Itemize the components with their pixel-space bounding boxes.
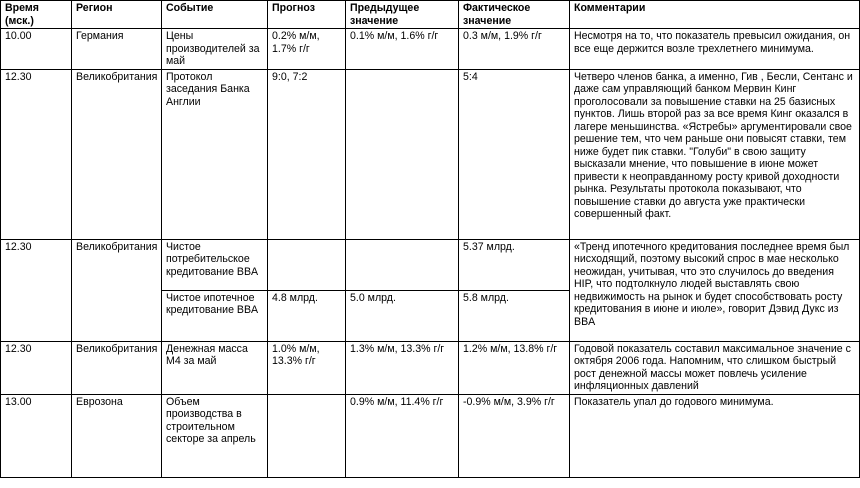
cell-actual: 5.37 млрд. (459, 239, 570, 290)
table-row (1, 69, 860, 239)
cell-comment: Годовой показатель составил максимальное значение с октября 2006 года. Напомним, что слишком быстрый рост денежной массы может повлечь усиление инфляционных давлений (570, 341, 860, 394)
header-previous: Предыдущее значение (346, 1, 459, 29)
cell-forecast (268, 239, 346, 290)
cell-previous: 1.3% м/м, 13.3% г/г (346, 341, 459, 394)
cell-forecast: 4.8 млрд. (268, 290, 346, 341)
cell-previous: 5.0 млрд. (346, 290, 459, 341)
cell-actual: 0.3 м/м, 1.9% г/г (459, 29, 570, 70)
cell-event: Чистое ипотечное кредитование BBA (162, 290, 268, 341)
cell-comment: Несмотря на то, что показатель превысил ожидания, он все еще держится возле трехлетнего минимума. (570, 29, 860, 70)
table-row (1, 29, 860, 70)
cell-time: 12.30 (1, 239, 72, 341)
cell-time: 10.00 (1, 29, 72, 70)
header-forecast: Прогноз (268, 1, 346, 29)
cell-event: Объем производства в строительном секторе за апрель (162, 394, 268, 477)
cell-previous (346, 69, 459, 239)
cell-time: 13.00 (1, 394, 72, 477)
table-row (1, 394, 860, 477)
header-event: Событие (162, 1, 268, 29)
table-row (1, 341, 860, 394)
cell-region: Великобритания (72, 341, 162, 394)
cell-actual: -0.9% м/м, 3.9% г/г (459, 394, 570, 477)
cell-event: Протокол заседания Банка Англии (162, 69, 268, 239)
cell-forecast: 1.0% м/м, 13.3% г/г (268, 341, 346, 394)
cell-region: Великобритания (72, 69, 162, 239)
table-row (1, 239, 860, 290)
cell-region: Еврозона (72, 394, 162, 477)
header-time: Время (мск.) (1, 1, 72, 29)
cell-actual: 5:4 (459, 69, 570, 239)
header-region: Регион (72, 1, 162, 29)
cell-region: Великобритания (72, 239, 162, 341)
header-actual: Фактическое значение (459, 1, 570, 29)
cell-previous: 0.9% м/м, 11.4% г/г (346, 394, 459, 477)
cell-forecast: 0.2% м/м, 1.7% г/г (268, 29, 346, 70)
header-row (1, 1, 860, 29)
cell-time: 12.30 (1, 69, 72, 239)
header-comments: Комментарии (570, 1, 860, 29)
cell-event: Цены производителей за май (162, 29, 268, 70)
cell-forecast: 9:0, 7:2 (268, 69, 346, 239)
cell-actual: 1.2% м/м, 13.8% г/г (459, 341, 570, 394)
cell-actual: 5.8 млрд. (459, 290, 570, 341)
cell-forecast (268, 394, 346, 477)
cell-comment: «Тренд ипотечного кредитования последнее время был нисходящий, поэтому высокий спрос в мае несколько неожидан, учитывая, что это случилось до введения HIP, что подтолкнуло людей выставлять свою недвижимость на рынок и будет способствовать росту кредитования в июне и июле», говорит Дэвид Дукс из BBA (570, 239, 860, 341)
cell-event: Чистое потребительское кредитование BBA (162, 239, 268, 290)
cell-time: 12.30 (1, 341, 72, 394)
cell-event: Денежная масса M4 за май (162, 341, 268, 394)
cell-comment: Четверо членов банка, а именно, Гив , Бесли, Сентанс и даже сам управляющий банком Мервин Кинг проголосовали за повышение ставки на 25 базисных пунктов. Лишь второй раз за все время Кинг оказался в лагере меньшинства. «Ястребы» аргументировали свое решение тем, что чем раньше они повысят ставки, тем ниже будет пик ставки. "Голуби" в свою защиту высказали мнение, что повышение в июне может привести к неоправданному росту кривой доходности рынка. Результаты протокола показывают, что повышение ставки до августа уже практически совершенный факт. (570, 69, 860, 239)
cell-previous: 0.1% м/м, 1.6% г/г (346, 29, 459, 70)
cell-previous (346, 239, 459, 290)
cell-region: Германия (72, 29, 162, 70)
cell-comment: Показатель упал до годового минимума. (570, 394, 860, 477)
